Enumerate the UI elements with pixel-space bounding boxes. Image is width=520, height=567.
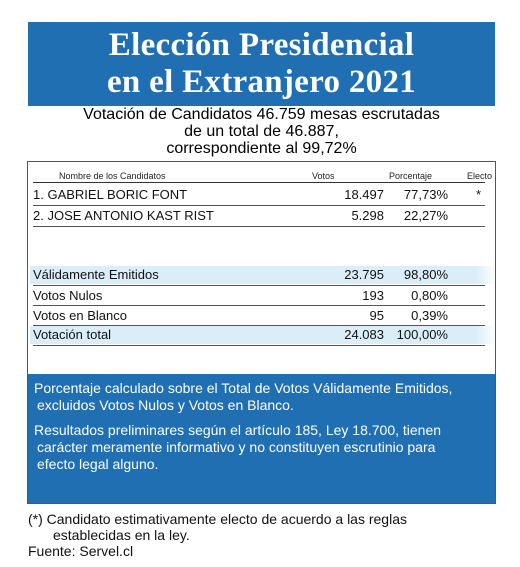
note-line: carácter meramente informativo y no constituyen escrutinio para (37, 439, 436, 455)
total-percent: 0,80% (411, 288, 448, 303)
row-divider (33, 205, 485, 206)
footnote-line-1: (*) Candidato estimativamente electo de acuerdo a las reglas (28, 511, 407, 527)
total-label: Válidamente Emitidos (33, 267, 159, 282)
note-line: efecto legal alguno. (37, 456, 159, 472)
total-percent: 98,80% (403, 267, 448, 282)
footnote (28, 511, 407, 559)
subtitle (28, 106, 495, 157)
title-banner (28, 22, 495, 106)
title-line-1: Elección Presidencial (108, 27, 415, 63)
row-divider (33, 345, 485, 346)
total-percent: 0,39% (411, 308, 448, 323)
header-name: Nombre de los Candidatos (59, 171, 166, 181)
elected-mark: * (475, 187, 481, 202)
footnote-line-2: establecidas en la ley. (53, 527, 190, 543)
row-divider (33, 305, 485, 306)
subtitle-line-3: correspondiente al 99,72% (166, 140, 357, 157)
total-label: Votos Nulos (33, 288, 103, 303)
table-row-valid (30, 266, 495, 284)
note-preliminary (34, 422, 495, 473)
table-row-candidate-1 (30, 186, 495, 204)
notes-box (28, 374, 495, 503)
note-line: Resultados preliminares según el artículo 185, Ley 18.700, tienen (34, 422, 442, 438)
total-percent: 100,00% (396, 327, 448, 342)
title-line-2: en el Extranjero 2021 (106, 64, 417, 100)
table-row-blank (30, 307, 495, 325)
total-label: Votación total (33, 327, 112, 342)
total-votes: 193 (362, 288, 384, 303)
row-divider (33, 226, 485, 227)
candidate-percent: 77,73% (403, 187, 448, 202)
candidate-name: 1. GABRIEL BORIC FONT (33, 187, 188, 202)
note-line: excluidos Votos Nulos y Votos en Blanco. (37, 397, 294, 413)
candidate-votes: 18.497 (344, 187, 384, 202)
candidate-percent: 22,27% (403, 208, 448, 223)
total-label: Votos en Blanco (33, 308, 127, 323)
total-votes: 23.795 (344, 267, 384, 282)
total-votes: 24.083 (344, 327, 384, 342)
header-votes: Votos (312, 171, 335, 181)
header-elected: Electo (467, 171, 493, 181)
table-row-null (30, 287, 495, 305)
table-row-candidate-2 (30, 207, 495, 225)
total-votes: 95 (369, 308, 384, 323)
header-divider (33, 182, 485, 183)
header-percent: Porcentaje (389, 171, 433, 181)
subtitle-line-2: de un total de 46.887, (184, 123, 339, 140)
row-divider (33, 285, 485, 286)
note-line: Porcentaje calculado sobre el Total de Votos Válidamente Emitidos, (34, 380, 453, 396)
note-percentage (34, 380, 495, 414)
source-credit: Fuente: Servel.cl (28, 543, 134, 559)
candidate-name: 2. JOSE ANTONIO KAST RIST (33, 208, 214, 223)
table-row-total (30, 326, 495, 344)
candidate-votes: 5.298 (351, 208, 384, 223)
subtitle-line-1: Votación de Candidatos 46.759 mesas escrutadas (83, 106, 440, 123)
